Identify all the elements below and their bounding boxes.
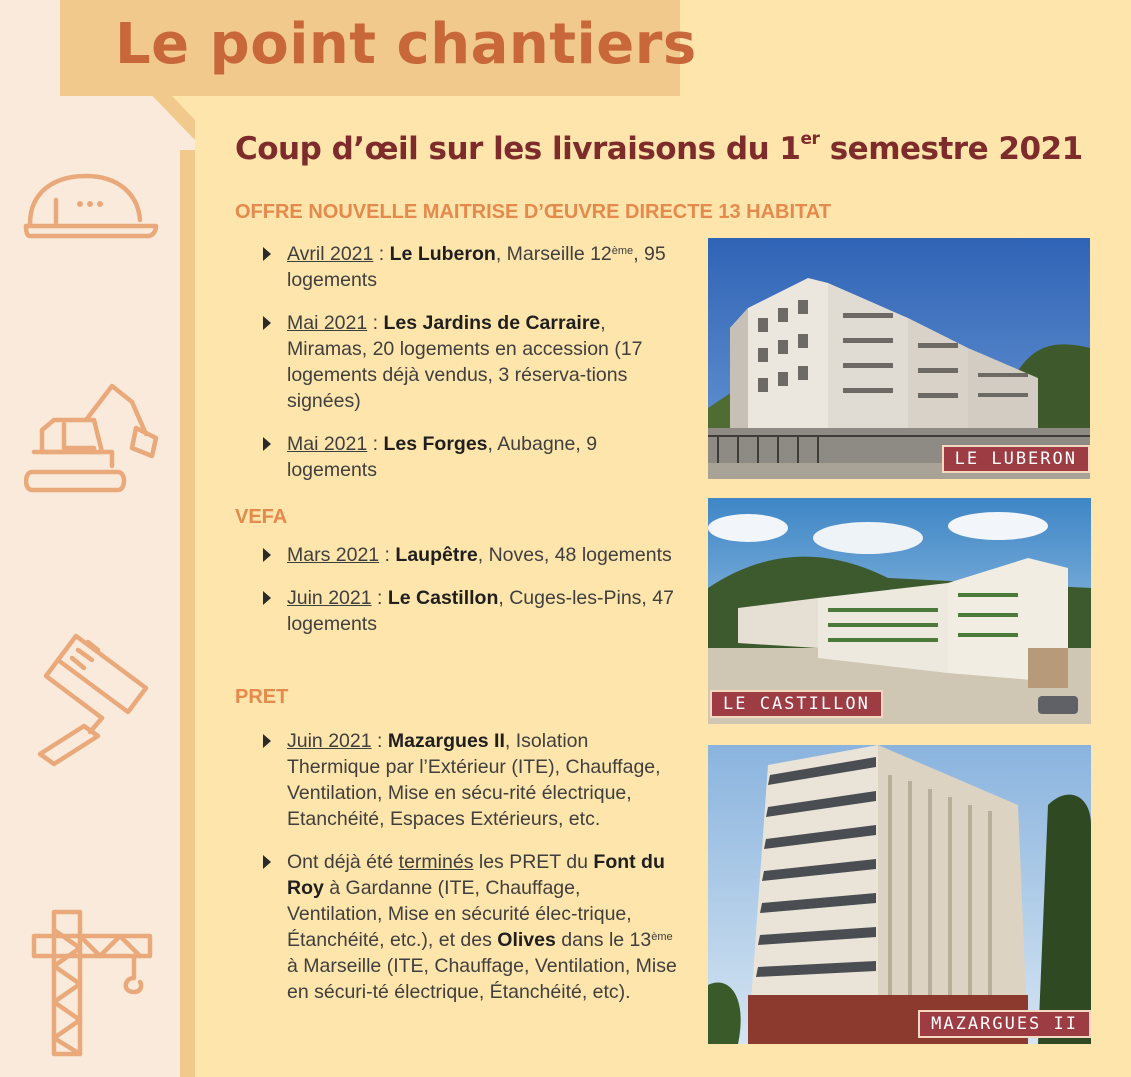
- item-sep: :: [373, 243, 390, 265]
- list-item: [260, 542, 680, 568]
- item-text: , Cuges-les-Pins, 47 logements: [287, 587, 674, 635]
- item-name: Le Luberon: [389, 243, 496, 265]
- subtitle: [235, 131, 1083, 167]
- paint-roller-icon: [32, 628, 152, 768]
- photo-mazargues-image: [708, 745, 1091, 1044]
- item-date: Mai 2021: [287, 312, 368, 334]
- photo-mazargues: [708, 745, 1091, 1044]
- list-item: [260, 431, 680, 483]
- item-underlined: terminés: [398, 851, 474, 873]
- item-sup: ème: [651, 931, 673, 943]
- item-date: Juin 2021: [287, 730, 372, 752]
- item-text: , Marseille 12: [495, 243, 612, 265]
- item-date: Avril 2021: [287, 243, 374, 265]
- item-date: Juin 2021: [287, 587, 372, 609]
- bullet-icon: [263, 316, 271, 330]
- item-text: , Aubagne, 9 logements: [287, 433, 598, 481]
- pret-list: [260, 728, 680, 1022]
- bullet-icon: [263, 591, 271, 605]
- subtitle-text-after: semestre 2021: [819, 131, 1083, 167]
- item-name-2: Olives: [497, 929, 556, 951]
- crane-icon: [30, 908, 158, 1058]
- list-item: [260, 585, 680, 637]
- list-item: [260, 728, 680, 832]
- sidebar: [0, 0, 195, 1077]
- photo-luberon: [708, 238, 1090, 479]
- section-heading-pret: PRET: [235, 686, 289, 708]
- bullet-icon: [263, 855, 271, 869]
- item-text: , Isolation Thermique par l’Extérieur (ITE), Chauffage, Ventilation, Mise en sécu-rité électrique, Etanchéité, Espaces Extérieurs, etc.: [287, 730, 661, 830]
- item-sup: ème: [611, 245, 634, 257]
- photo-castillon: [708, 498, 1091, 724]
- photo-label-castillon: LE CASTILLON: [710, 690, 883, 718]
- section-heading-vefa: VEFA: [235, 506, 288, 528]
- item-name: Le Castillon: [387, 587, 499, 609]
- item-date: Mars 2021: [287, 544, 380, 566]
- item-text-mid: les PRET du: [473, 851, 594, 873]
- item-sep: :: [371, 730, 388, 752]
- item-text-3: à Marseille (ITE, Chauffage, Ventilation, Mise en sécuri-té électrique, Étanchéité, etc).: [287, 955, 677, 1003]
- item-text-2: , 95 logements: [287, 243, 666, 291]
- photo-luberon-image: [708, 238, 1090, 479]
- hard-hat-icon: [22, 170, 162, 242]
- item-name: Les Jardins de Carraire: [383, 312, 601, 334]
- subtitle-sup: er: [800, 129, 820, 149]
- bullet-icon: [263, 437, 271, 451]
- bullet-icon: [263, 247, 271, 261]
- vefa-list: [260, 542, 680, 654]
- item-name: Font du Roy: [287, 851, 665, 899]
- item-text: à Gardanne (ITE, Chauffage, Ventilation, Mise en sécurité élec-trique, Étanchéité, etc.), et des: [287, 877, 632, 951]
- offre-list: [260, 241, 680, 500]
- subtitle-text: Coup d’œil sur les livraisons du 1: [235, 131, 801, 167]
- section-heading-offre: OFFRE NOUVELLE MAITRISE D’ŒUVRE DIRECTE 13 HABITAT: [235, 201, 831, 223]
- photo-label-luberon: LE LUBERON: [942, 445, 1090, 473]
- page-title: Le point chantiers: [115, 12, 697, 77]
- excavator-icon: [24, 378, 164, 496]
- item-name: Mazargues II: [387, 730, 505, 752]
- item-date: Mai 2021: [287, 433, 368, 455]
- bullet-icon: [263, 734, 271, 748]
- photo-label-mazargues: MAZARGUES II: [918, 1010, 1091, 1038]
- item-sep: :: [367, 433, 384, 455]
- item-text-2: dans le 13: [555, 929, 652, 951]
- item-sep: :: [371, 587, 388, 609]
- list-item: [260, 241, 680, 293]
- item-sep: :: [379, 544, 396, 566]
- list-item: [260, 310, 680, 414]
- list-item: [260, 849, 680, 1005]
- item-text: , Noves, 48 logements: [477, 544, 672, 566]
- item-name: Laupêtre: [395, 544, 478, 566]
- item-sep: :: [367, 312, 384, 334]
- item-text: , Miramas, 20 logements en accession (17 logements déjà vendus, 3 réserva-tions signées): [287, 312, 643, 412]
- bullet-icon: [263, 548, 271, 562]
- item-text-pre: Ont déjà été: [287, 851, 399, 873]
- item-name: Les Forges: [383, 433, 488, 455]
